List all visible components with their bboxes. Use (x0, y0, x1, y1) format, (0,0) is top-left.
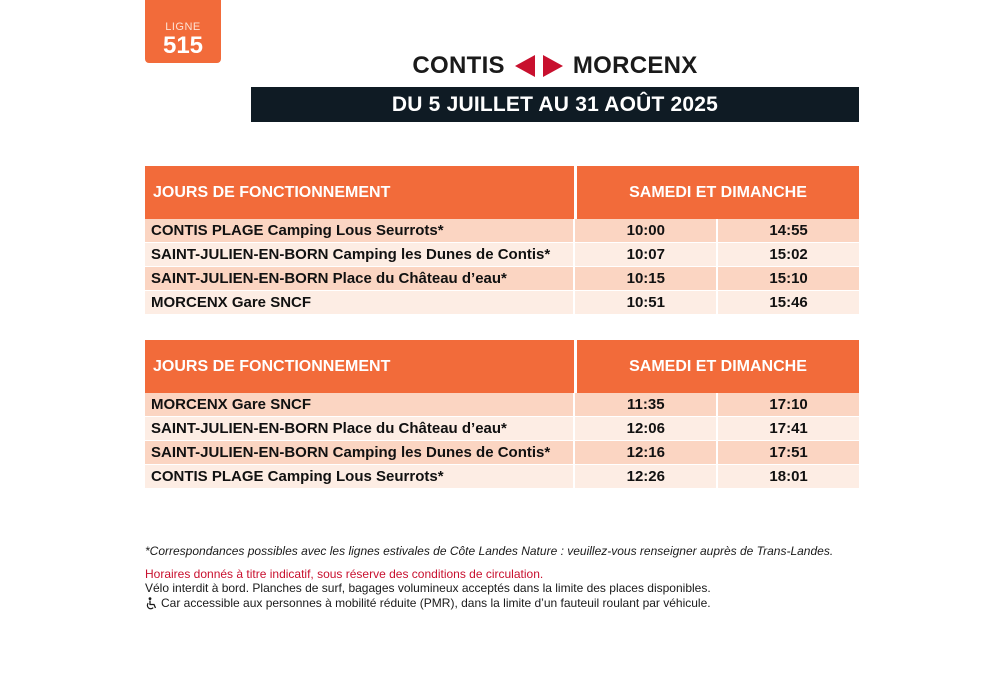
line-badge-number: 515 (162, 32, 204, 59)
departure-time: 12:26 (573, 465, 716, 488)
departure-time: 15:10 (716, 267, 859, 290)
bike-policy-note: Vélo interdit à bord. Planches de surf, bagages volumineux acceptés dans la limite des places disponibles. (145, 581, 711, 595)
stop-name: MORCENX Gare SNCF (151, 294, 312, 311)
table-row (145, 243, 859, 266)
stop-name: SAINT-JULIEN-EN-BORN Place du Château d’eau* (151, 270, 507, 287)
departure-time: 15:02 (716, 243, 859, 266)
table-row (145, 393, 859, 416)
departure-time: 18:01 (716, 465, 859, 488)
period-banner: DU 5 JUILLET AU 31 AOÛT 2025 (251, 87, 859, 122)
header-days: JOURS DE FONCTIONNEMENT (153, 357, 391, 375)
departure-time: 17:41 (716, 417, 859, 440)
stop-name: SAINT-JULIEN-EN-BORN Camping les Dunes de Contis* (151, 246, 551, 263)
route-to: MORCENX (572, 52, 698, 79)
correspondance-note: *Correspondances possibles avec les lignes estivales de Côte Landes Nature : veuillez-vous renseigner auprès de Trans-Landes. (145, 544, 834, 558)
header-days: JOURS DE FONCTIONNEMENT (153, 183, 391, 201)
bidirectional-arrows-icon (515, 55, 563, 77)
departure-time: 12:06 (573, 417, 716, 440)
departure-time: 10:07 (573, 243, 716, 266)
stop-name: MORCENX Gare SNCF (151, 396, 312, 413)
wheelchair-icon (145, 597, 157, 610)
stop-name: SAINT-JULIEN-EN-BORN Place du Château d’eau* (151, 420, 507, 437)
departure-time: 12:16 (573, 441, 716, 464)
timetable-outbound (145, 166, 859, 314)
table-row (145, 219, 859, 242)
line-badge (145, 0, 221, 63)
table-row (145, 291, 859, 314)
line-badge-label: LIGNE (165, 21, 201, 33)
table-row (145, 417, 859, 440)
table-header (145, 340, 859, 393)
header-weekend: SAMEDI ET DIMANCHE (574, 166, 859, 219)
route-from: CONTIS (412, 52, 505, 79)
indicative-schedule-note: Horaires donnés à titre indicatif, sous réserve des conditions de circulation. (145, 567, 544, 581)
accessibility-text: Car accessible aux personnes à mobilité réduite (PMR), dans la limite d’un fauteuil roulant par véhicule. (161, 596, 711, 610)
stop-name: SAINT-JULIEN-EN-BORN Camping les Dunes de Contis* (151, 444, 551, 461)
accessibility-note (145, 596, 885, 611)
stop-name: CONTIS PLAGE Camping Lous Seurrots* (151, 222, 444, 239)
arrow-right-icon (543, 55, 563, 77)
table-header (145, 166, 859, 219)
departure-time: 17:10 (716, 393, 859, 416)
route-title (251, 50, 859, 82)
footnotes (145, 544, 885, 611)
departure-time: 15:46 (716, 291, 859, 314)
table-row (145, 465, 859, 488)
timetable-return (145, 340, 859, 488)
departure-time: 10:00 (573, 219, 716, 242)
header-weekend: SAMEDI ET DIMANCHE (574, 340, 859, 393)
stop-name: CONTIS PLAGE Camping Lous Seurrots* (151, 468, 444, 485)
departure-time: 10:15 (573, 267, 716, 290)
departure-time: 11:35 (573, 393, 716, 416)
table-row (145, 441, 859, 464)
departure-time: 14:55 (716, 219, 859, 242)
departure-time: 17:51 (716, 441, 859, 464)
arrow-left-icon (515, 55, 535, 77)
departure-time: 10:51 (573, 291, 716, 314)
table-row (145, 267, 859, 290)
